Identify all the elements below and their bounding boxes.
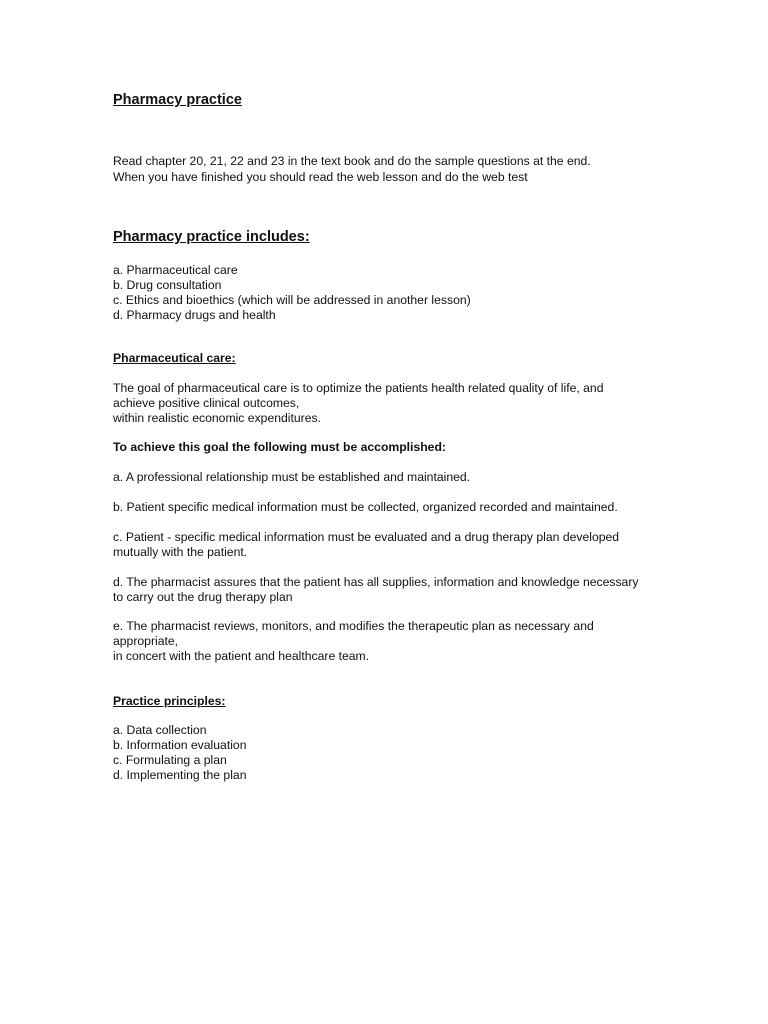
list-item: b. Drug consultation [113,278,222,292]
paragraph-line: The goal of pharmaceutical care is to optimize the patients health related quality of life, and [113,381,604,395]
accomplish-heading: To achieve this goal the following must be accomplished: [113,440,446,454]
list-item: a. Pharmaceutical care [113,263,238,277]
practice-principles-list [113,723,246,783]
paragraph-line: a. A professional relationship must be established and maintained. [113,470,471,484]
includes-heading: Pharmacy practice includes: [113,229,310,245]
practice-principles-heading: Practice principles: [113,694,226,708]
paragraph-line: within realistic economic expenditures. [113,411,321,425]
step-paragraph [113,470,673,485]
intro-paragraph [113,154,591,185]
paragraph-line: c. Patient - specific medical information must be evaluated and a drug therapy plan developed [113,530,620,544]
pharmaceutical-care-heading: Pharmaceutical care: [113,351,236,365]
step-paragraph [113,575,673,605]
step-paragraph [113,530,673,560]
list-item: d. Implementing the plan [113,768,247,782]
care-goal-paragraph [113,381,673,426]
paragraph-line: mutually with the patient. [113,545,248,559]
paragraph-line: e. The pharmacist reviews, monitors, and modifies the therapeutic plan as necessary and [113,619,594,633]
intro-line: Read chapter 20, 21, 22 and 23 in the text book and do the sample questions at the end. [113,154,591,168]
paragraph-line: d. The pharmacist assures that the patient has all supplies, information and knowledge necessary [113,575,639,589]
document-title: Pharmacy practice [113,92,242,108]
intro-line: When you have finished you should read the web lesson and do the web test [113,169,528,184]
paragraph-line: achieve positive clinical outcomes, [113,396,300,410]
step-paragraph [113,619,673,664]
paragraph-line: appropriate, [113,634,179,648]
includes-list [113,263,471,323]
list-item: c. Formulating a plan [113,753,227,767]
paragraph-line: b. Patient specific medical information must be collected, organized recorded and maintained. [113,500,618,514]
list-item: c. Ethics and bioethics (which will be addressed in another lesson) [113,293,471,307]
list-item: a. Data collection [113,723,207,737]
list-item: d. Pharmacy drugs and health [113,308,276,322]
list-item: b. Information evaluation [113,738,247,752]
paragraph-line: in concert with the patient and healthcare team. [113,649,370,663]
step-paragraph [113,500,673,515]
paragraph-line: to carry out the drug therapy plan [113,590,293,604]
